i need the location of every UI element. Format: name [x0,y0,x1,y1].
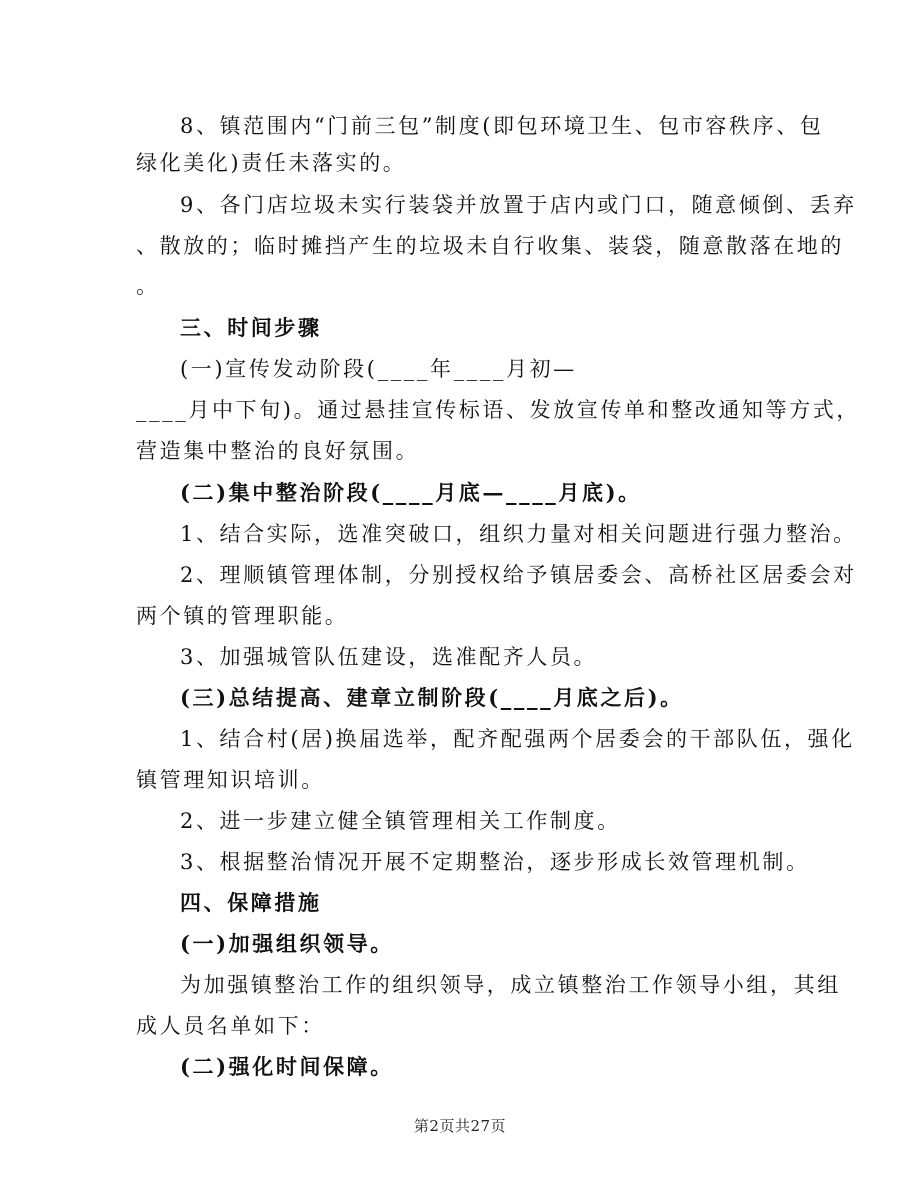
measure-1-line-2: 成人员名单如下： [136,1014,325,1038]
stage-1-line-1: (一)宣传发动阶段(____年____月初— [180,357,577,381]
stage-3-item-1-line-1: 1、结合村(居)换届选举，配齐配强两个居委会的干部队伍，强化 [180,727,855,751]
section-heading-4: 四、保障措施 [180,890,322,915]
stage-3-item-1-line-2: 镇管理知识培训。 [136,768,325,792]
item-9-line-1: 9、各门店垃圾未实行装袋并放置于店内或门口，随意倾倒、丢弃 [180,193,857,217]
stage-1-line-3: 营造集中整治的良好氛围。 [136,439,420,463]
stage-2-heading: (二)集中整治阶段(____月底—____月底)。 [180,480,642,505]
stage-3-heading: (三)总结提高、建章立制阶段(____月底之后)。 [180,685,684,710]
section-heading-3: 三、时间步骤 [180,315,322,340]
stage-3-item-2: 2、进一步建立健全镇管理相关工作制度。 [180,809,621,833]
stage-2-item-2-line-1: 2、理顺镇管理体制，分别授权给予镇居委会、高桥社区居委会对 [180,563,857,587]
page-number: 第2页共27页 [413,1117,507,1135]
stage-2-item-2-line-2: 两个镇的管理职能。 [136,604,349,628]
measure-1-heading: (一)加强组织领导。 [180,931,394,956]
stage-1-line-2: ____月中下旬)。通过悬挂宣传标语、发放宣传单和整改通知等方式， [136,398,860,422]
stage-2-item-1: 1、结合实际，选准突破口，组织力量对相关问题进行强力整治。 [180,522,857,546]
item-8-line-1: 8、镇范围内“门前三包”制度(即包环境卫生、包市容秩序、包 [180,114,824,138]
stage-2-item-3: 3、加强城管队伍建设，选准配齐人员。 [180,645,598,669]
item-9-line-3: 。 [136,274,160,298]
measure-2-heading: (二)强化时间保障。 [180,1054,394,1079]
item-8-line-2: 绿化美化)责任未落实的。 [136,151,407,175]
measure-1-line-1: 为加强镇整治工作的组织领导，成立镇整治工作领导小组，其组 [180,973,841,997]
stage-3-item-3: 3、根据整治情况开展不定期整治，逐步形成长效管理机制。 [180,850,810,874]
item-9-line-2: 、散放的；临时摊挡产生的垃圾未自行收集、装袋，随意散落在地的 [136,234,844,258]
